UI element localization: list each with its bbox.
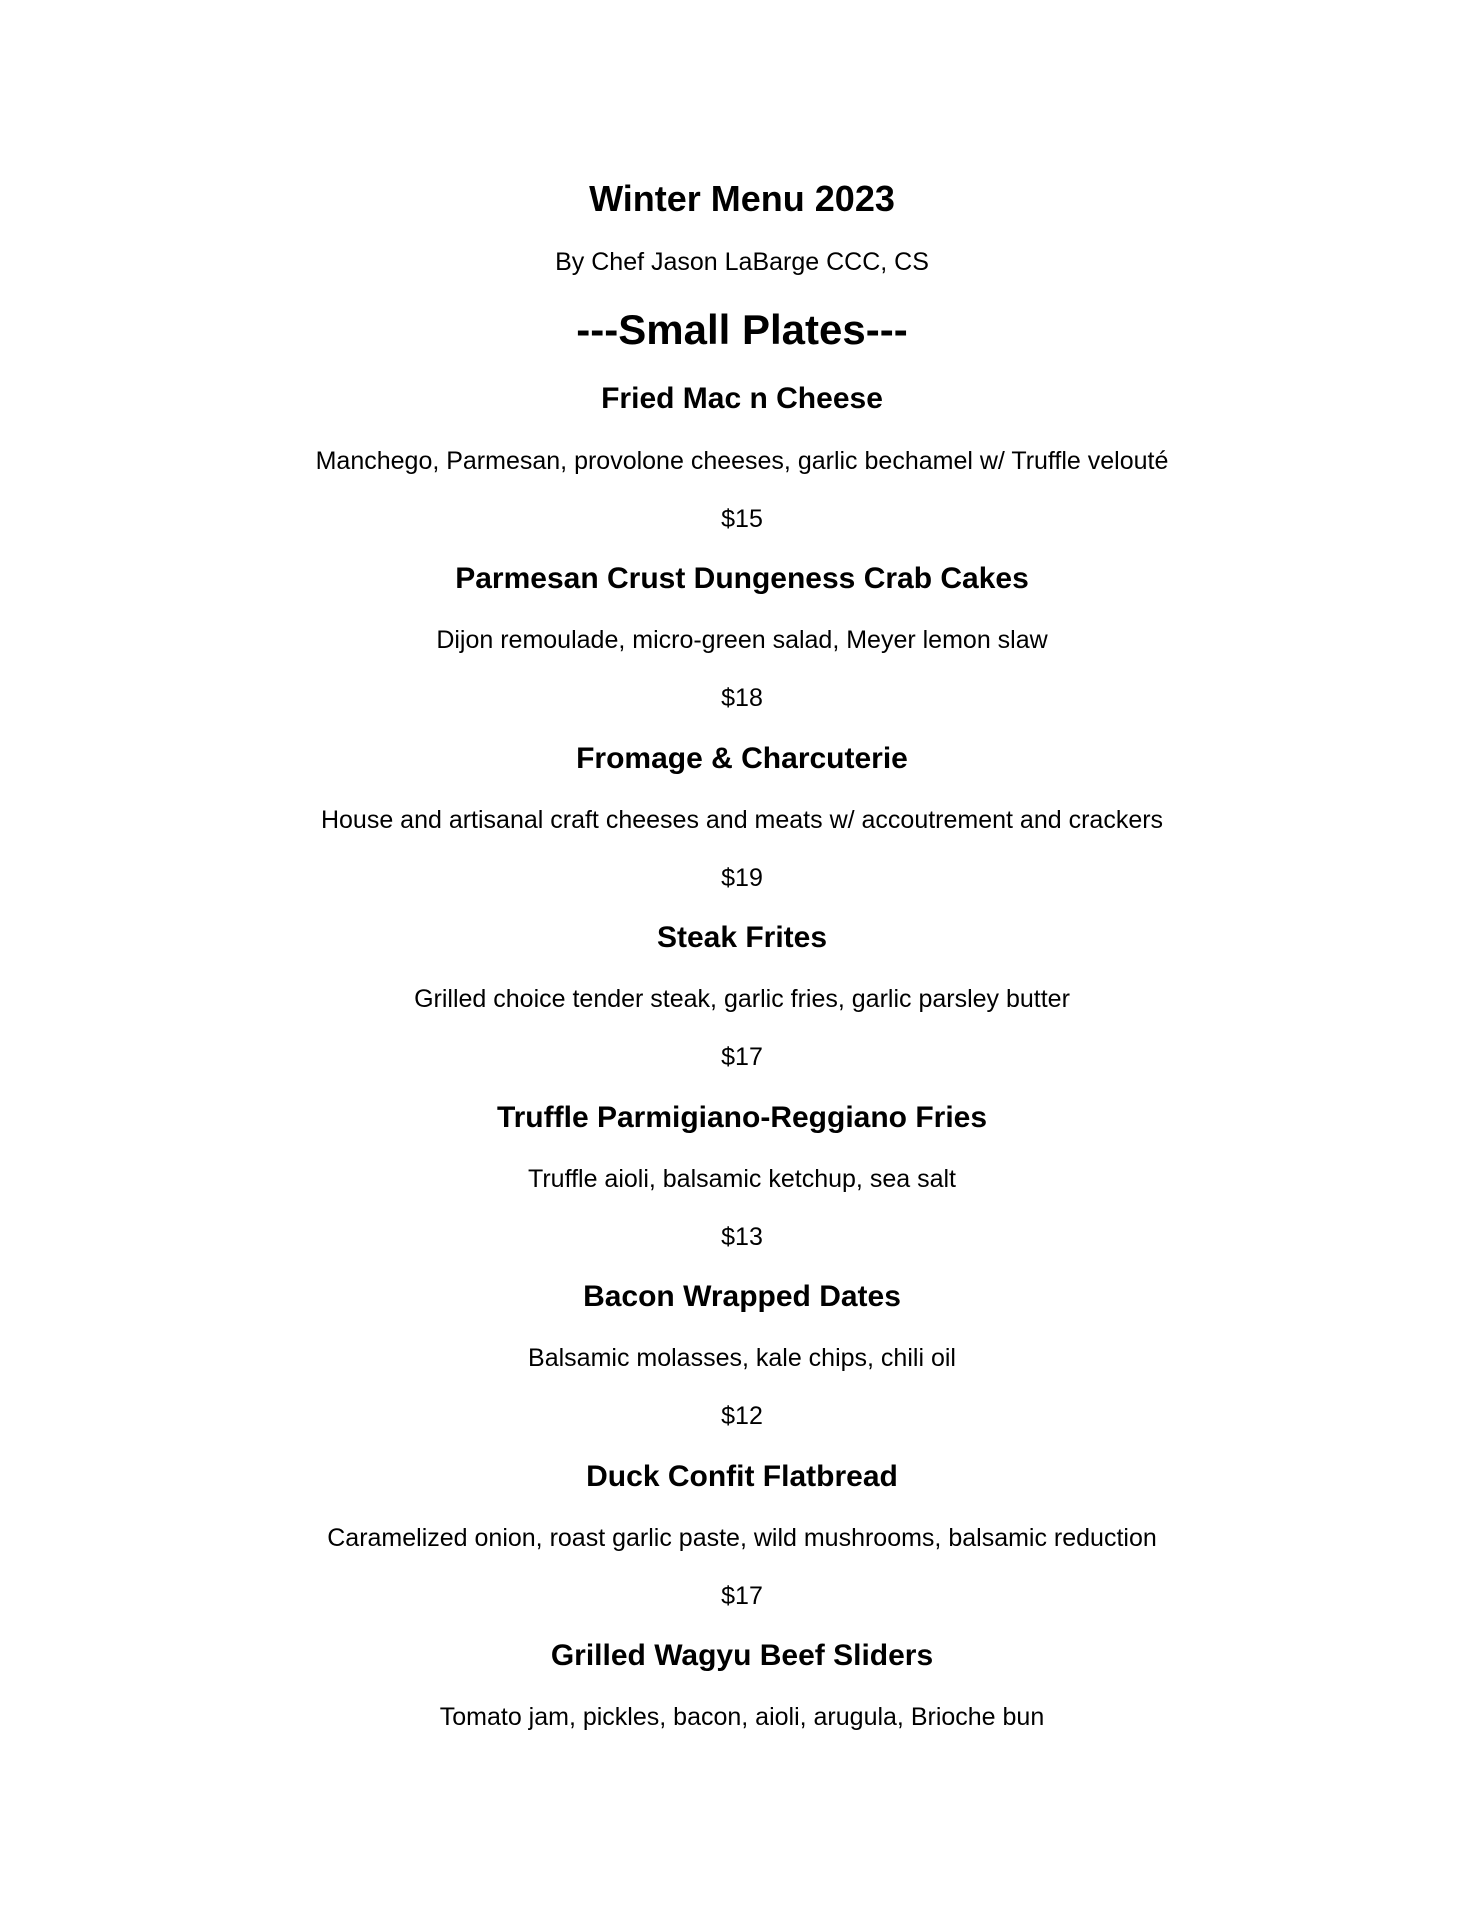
menu-item-name: Duck Confit Flatbread (586, 1460, 898, 1493)
menu-item-description: Dijon remoulade, micro-green salad, Meyer lemon slaw (436, 626, 1048, 654)
menu-item-price: $12 (721, 1402, 763, 1430)
menu-item-description: Truffle aioli, balsamic ketchup, sea salt (528, 1165, 956, 1193)
menu-item-description: Manchego, Parmesan, provolone cheeses, garlic bechamel w/ Truffle velouté (315, 447, 1169, 475)
menu-item-description: Balsamic molasses, kale chips, chili oil (528, 1344, 956, 1372)
menu-title: Winter Menu 2023 (589, 178, 895, 219)
chef-byline: By Chef Jason LaBarge CCC, CS (555, 248, 929, 276)
menu-item-price: $17 (721, 1582, 763, 1610)
menu-item-description: House and artisanal craft cheeses and meats w/ accoutrement and crackers (320, 806, 1164, 834)
menu-item-name: Grilled Wagyu Beef Sliders (550, 1639, 934, 1672)
menu-item-name: Truffle Parmigiano-Reggiano Fries (496, 1101, 988, 1134)
section-heading: ---Small Plates--- (576, 306, 908, 353)
menu-item-name: Parmesan Crust Dungeness Crab Cakes (455, 562, 1029, 595)
menu-item-description: Grilled choice tender steak, garlic fries, garlic parsley butter (414, 985, 1070, 1013)
menu-item-price: $13 (721, 1223, 763, 1251)
menu-item-price: $17 (721, 1043, 763, 1071)
menu-item-name: Fromage & Charcuterie (576, 742, 908, 775)
menu-item-name: Bacon Wrapped Dates (583, 1280, 901, 1313)
menu-item-price: $15 (721, 505, 763, 533)
menu-item-description: Caramelized onion, roast garlic paste, wild mushrooms, balsamic reduction (327, 1524, 1157, 1552)
menu-item-name: Fried Mac n Cheese (601, 382, 883, 415)
menu-item-name: Steak Frites (656, 921, 828, 954)
menu-item-price: $19 (721, 864, 763, 892)
menu-item-price: $18 (721, 684, 763, 712)
menu-item-description: Tomato jam, pickles, bacon, aioli, arugula, Brioche bun (439, 1703, 1045, 1731)
